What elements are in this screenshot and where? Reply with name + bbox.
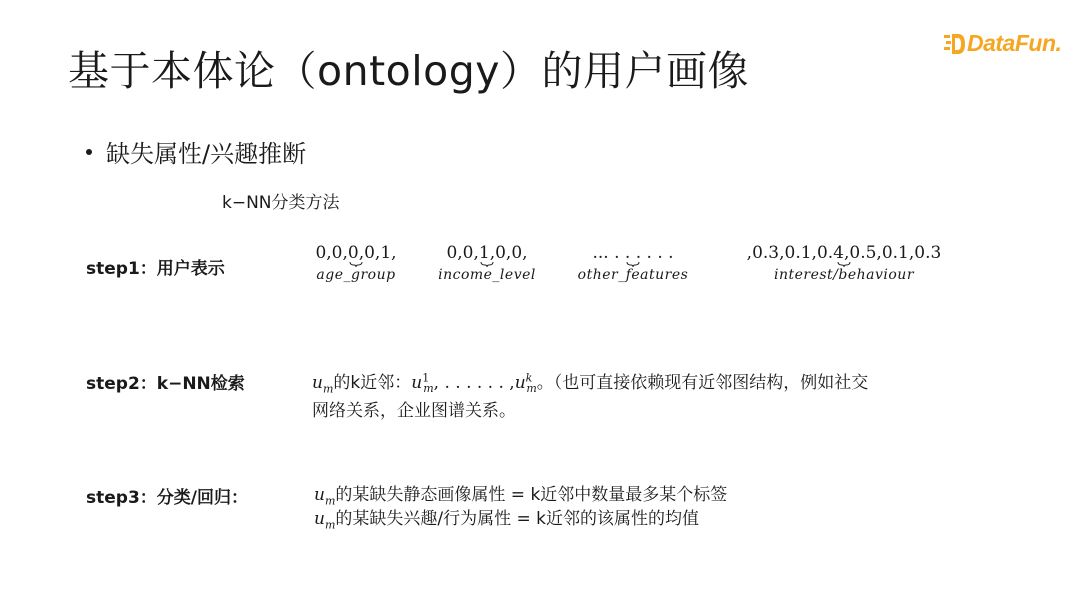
var-u: u xyxy=(411,373,423,393)
bullet-text: 缺失属性/兴趣推断 xyxy=(106,140,307,168)
step3-text-1: 的某缺失静态画像属性 = k近邻中数量最多某个标签 xyxy=(335,485,728,505)
feature-income-level xyxy=(432,243,542,283)
var-u: u xyxy=(314,485,325,505)
var-u: u xyxy=(514,373,526,393)
var-u: u xyxy=(314,509,325,529)
feature-values: 0,0,0,0,1, xyxy=(315,243,397,263)
datafun-logo xyxy=(944,30,1061,57)
subscript: m xyxy=(423,382,434,396)
feature-values: ,0.3,0.1,0.4,0.5,0.1,0.3 xyxy=(746,243,942,263)
ellipsis: , . . . . . . , xyxy=(433,373,515,393)
feature-other xyxy=(568,243,698,283)
feature-values: 0,0,1,0,0, xyxy=(446,243,528,263)
bullet-dot-icon xyxy=(86,149,92,155)
feature-name: interest/behaviour xyxy=(773,267,915,283)
step2-label: step2：k−NN检索 xyxy=(86,374,245,394)
step2-text-b: 。（也可直接依赖现有近邻图结构，例如社交 xyxy=(536,373,869,393)
step2-text-a: 的k近邻： xyxy=(333,373,412,393)
feature-interest xyxy=(724,243,964,283)
feature-name: income_level xyxy=(438,267,536,283)
step2-line2: 网络关系，企业图谱关系。 xyxy=(312,401,516,421)
step3-text-2: 的某缺失兴趣/行为属性 = k近邻的该属性的均值 xyxy=(335,509,700,529)
logo-mark-icon xyxy=(944,32,966,56)
page-title: 基于本体论（ontology）的用户画像 xyxy=(68,47,749,95)
step3-label: step3：分类/回归： xyxy=(86,488,248,508)
step1-label: step1：用户表示 xyxy=(86,259,225,279)
superscript: 1 xyxy=(422,371,430,385)
step2-line1 xyxy=(312,368,868,395)
subscript: m xyxy=(526,382,537,396)
feature-values: ... . . . . . . xyxy=(592,243,674,263)
subscript: m xyxy=(324,494,336,508)
subscript: m xyxy=(324,518,336,532)
feature-age-group xyxy=(308,243,404,283)
bullet-item xyxy=(86,134,306,169)
feature-name: age_group xyxy=(316,267,396,283)
subscript: m xyxy=(322,382,334,396)
step3-line2 xyxy=(314,504,699,531)
logo-text: DataFun. xyxy=(967,30,1062,56)
var-u: u xyxy=(312,373,323,393)
feature-name: other_features xyxy=(577,267,689,283)
superscript: k xyxy=(525,371,533,385)
method-subtitle: k−NN分类方法 xyxy=(222,193,340,213)
